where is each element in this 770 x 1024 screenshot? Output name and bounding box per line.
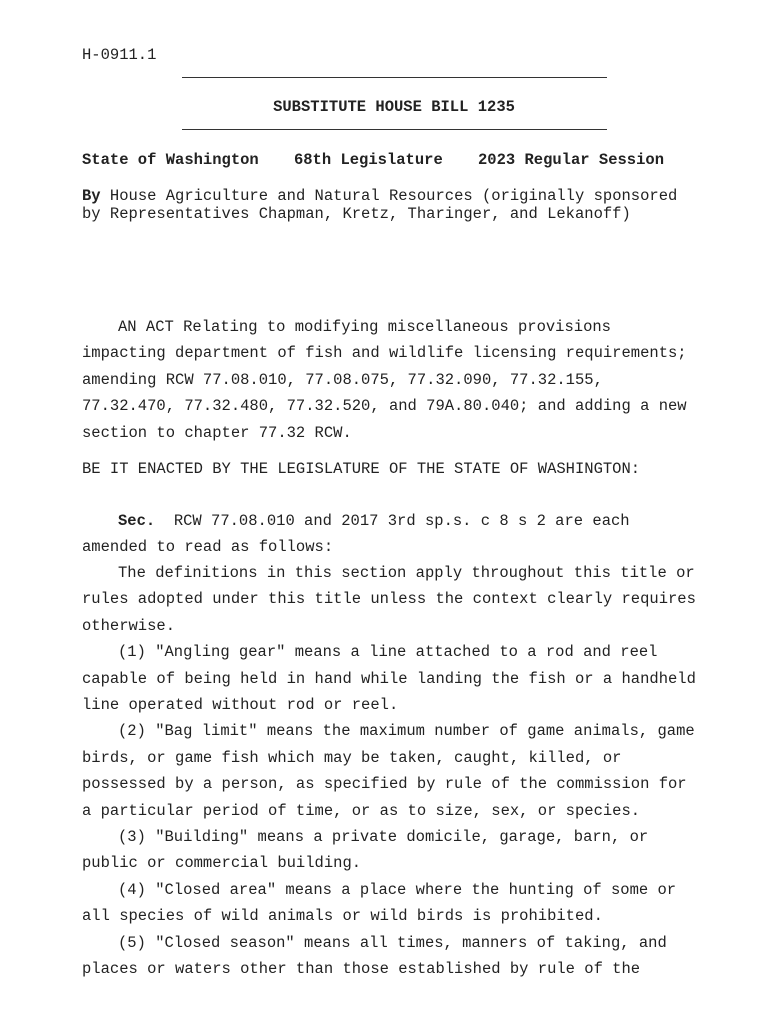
sponsor-statement [82, 187, 702, 223]
bill-title: SUBSTITUTE HOUSE BILL 1235 [273, 98, 515, 116]
document-id: H-0911.1 [82, 46, 157, 64]
definition-item: (2) "Bag limit" means the maximum number of game animals, game birds, or game fish which may be taken, caught, killed, or possessed by a person, as specified by rule of the commission for a particular period of time, or as to size, sex, or species. [82, 722, 695, 820]
session-name: 2023 Regular Session [477, 151, 664, 169]
definition-item: (4) "Closed area" means a place where the hunting of some or all species of wild animals or wild birds is prohibited. [82, 880, 677, 926]
enacting-clause: BE IT ENACTED BY THE LEGISLATURE OF THE STATE OF WASHINGTON: [82, 460, 641, 478]
section-label: Sec. [118, 512, 156, 530]
session-line [82, 151, 664, 169]
definitions-intro: The definitions in this section apply throughout this title or rules adopted under this title unless the context clearly requires otherwise. [82, 564, 696, 635]
state-name: State of Washington [82, 151, 259, 169]
definition-item: (3) "Building" means a private domicile, garage, barn, or public or commercial building. [82, 828, 649, 873]
sponsor-by-label: By [82, 187, 101, 205]
title-rule-top [182, 77, 607, 78]
definition-item: (1) "Angling gear" means a line attached to a rod and reel capable of being held in hand while landing the fish or a handheld line operated without rod or reel. [82, 643, 696, 715]
section-text: RCW 77.08.010 and 2017 3rd sp.s. c 8 s 2 are each amended to read as follows: [82, 512, 639, 557]
title-rule-bottom [182, 129, 607, 130]
definition-item: (5) "Closed season" means all times, manners of taking, and places or waters other than those established by rule of the [82, 933, 667, 979]
act-title: AN ACT Relating to modifying miscellaneous provisions impacting department of fish and wildlife licensing requirements; amending RCW 77.08.010, 77.08.075, 77.32.090, 77.32.155, 77.32.470, 77.32.480, 77.32.520, and 79A.80.040; and adding a new section to chapter 77.32 RCW. [82, 318, 687, 442]
legislature-name: 68th Legislature [293, 151, 443, 169]
sponsor-text: House Agriculture and Natural Resources (originally sponsored by Representatives Chapman, Kretz, Tharinger, and Lekanoff) [82, 187, 678, 223]
section-heading [82, 508, 702, 561]
definitions-block [82, 560, 702, 983]
